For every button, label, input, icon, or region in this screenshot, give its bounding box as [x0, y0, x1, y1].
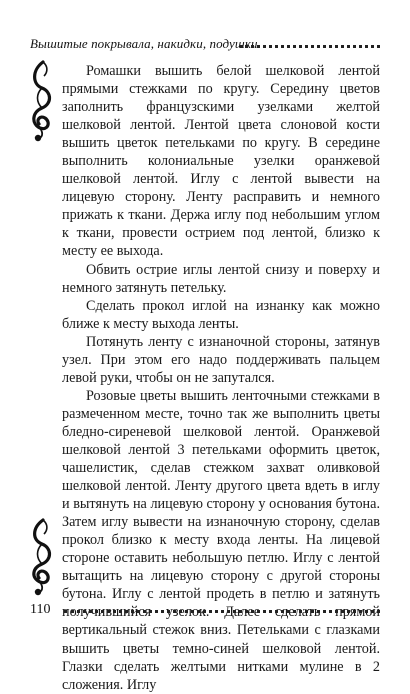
treble-clef-ornament-icon [26, 58, 56, 148]
treble-clef-ornament-icon [26, 516, 56, 602]
paragraph: Потянуть ленту с изнаночной стороны, затянув узел. При этом его надо поддерживать пальцем левой руки, чтобы он не запутался. [62, 333, 380, 386]
header-dotted-rule [240, 45, 380, 48]
paragraph: Обвить острие иглы лентой снизу и поверху и немного затянуть петельку. [62, 261, 380, 296]
page-number: 110 [30, 602, 51, 617]
paragraph: Розовые цветы вышить ленточными стежками в размеченном месте, точно так же выполнить цветы бледно-сиреневой шелковой лентой. Оранжевой шелковой лентой 3 петельками оформить цветок, чашелистик, сделав стежком захват оливковой шелковой лентой. Ленту другого цвета вдеть в иглу и вытянуть на лицевую сторону у основания бутона. Затем иглу вывести на изнаночную сторону, сделав прокол близко к месту входа ленты. На лицевой стороне оставить небольшую петлю. Иглу с лентой вытащить на лицевую сторону с другой стороны бутона. Иглу с лентой продеть в петлю и затянуть получившийся узелок. Далее сделать прямой вертикальный стежок вниз. Петельками с глазками вышить цветы темно-синей шелковой лентой. Глазки сделать желтыми нитками мулине в 2 сложения. Иглу [62, 387, 380, 693]
header-title: Вышитые покрывала, накидки, подушки [30, 36, 258, 51]
paragraph: Сделать прокол иглой на изнанку как можно ближе к месту выхода ленты. [62, 297, 380, 332]
body-text [62, 62, 380, 694]
paragraph: Ромашки вышить белой шелковой лентой прямыми стежками по кругу. Середину цветов заполнить французскими узелками желтой шелковой лентой. Лентой цвета слоновой кости вышить цветок петельками по кругу. В середине выполнить колониальные узелки оранжевой шелковой лентой. Иглу с лентой вывести на лицевую сторону. Ленту расправить и немного прижать к ткани. Держа иглу под небольшим углом к ткани, провести острием под лентой, близко к месту ее выхода. [62, 63, 380, 260]
footer-dotted-rule [64, 610, 380, 613]
